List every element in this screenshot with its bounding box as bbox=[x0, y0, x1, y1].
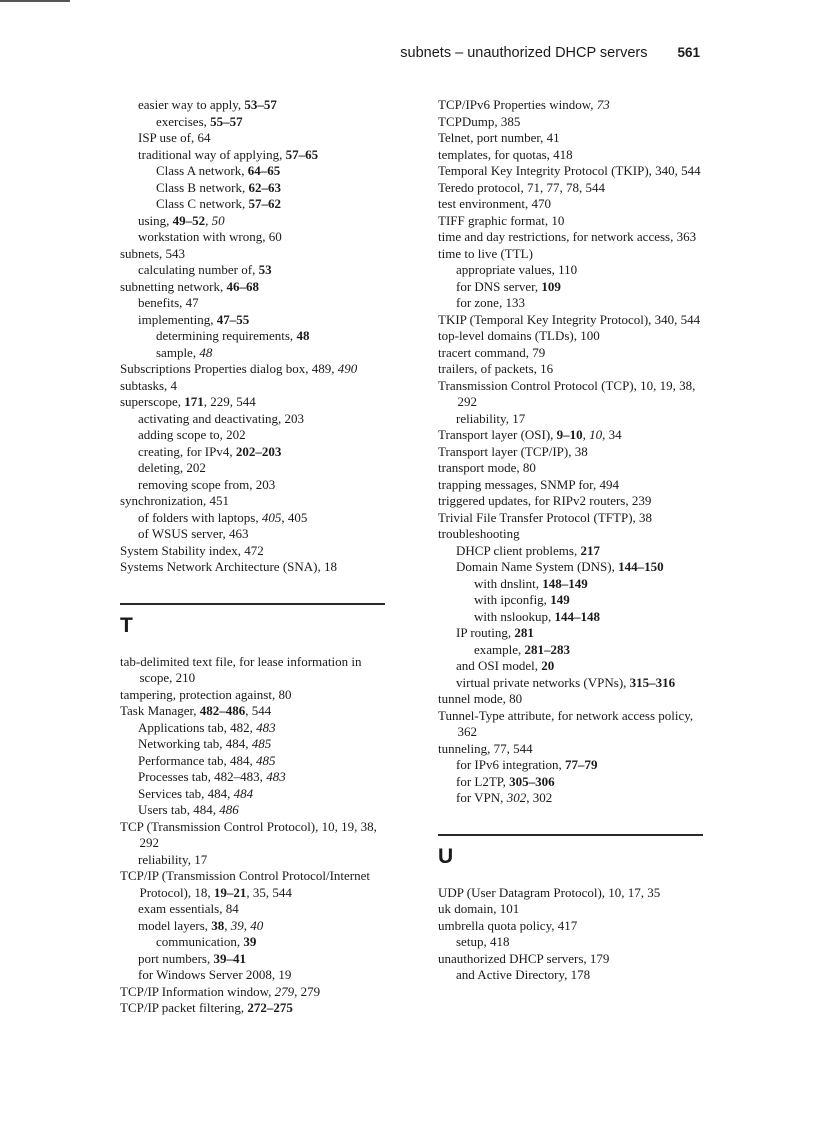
entry-text: virtual private networks (VPNs), bbox=[456, 674, 630, 690]
section-divider bbox=[120, 603, 385, 605]
index-entry bbox=[438, 790, 708, 807]
index-entry bbox=[438, 114, 708, 131]
entry-text: Services tab, 484, bbox=[138, 785, 234, 801]
entry-text: workstation with wrong, 60 bbox=[138, 229, 282, 244]
entry-text: triggered updates, for RIPv2 routers, 239 bbox=[438, 493, 652, 508]
index-entry bbox=[120, 295, 395, 312]
entry-text: reliability, 17 bbox=[456, 410, 526, 426]
section-divider bbox=[438, 834, 703, 836]
index-entry bbox=[438, 642, 708, 659]
index-entry bbox=[120, 934, 395, 951]
index-entry bbox=[438, 625, 708, 642]
entry-text: Networking tab, 484, bbox=[138, 736, 252, 751]
running-header bbox=[400, 45, 700, 61]
entry-text: Subscriptions Properties dialog box, 489, bbox=[120, 361, 338, 376]
entry-text: for IPv6 integration, bbox=[456, 757, 566, 772]
page-ref-bold: 20 bbox=[541, 658, 555, 673]
entry-text: tracert command, 79 bbox=[438, 344, 546, 360]
index-entry bbox=[438, 295, 708, 312]
entry-text: benefits, 47 bbox=[138, 295, 199, 310]
page-ref-bold: 171 bbox=[184, 394, 204, 409]
entry-text: port numbers, bbox=[138, 950, 214, 966]
entry-text: TCPDump, 385 bbox=[438, 113, 521, 129]
entry-text: setup, 418 bbox=[456, 934, 510, 949]
page-ref-bold: 48 bbox=[296, 328, 310, 343]
page-ref-italic: 73 bbox=[596, 97, 610, 112]
index-entry bbox=[120, 984, 395, 1001]
page-ref-bold: 53 bbox=[258, 262, 272, 277]
page-ref-bold: 57–62 bbox=[248, 196, 281, 211]
entry-text: TIFF graphic format, 10 bbox=[438, 212, 565, 228]
entry-text: for L2TP, bbox=[456, 773, 510, 789]
index-entry bbox=[120, 229, 395, 246]
index-entry bbox=[438, 658, 708, 675]
index-entry bbox=[120, 262, 395, 279]
entry-text: communication, bbox=[156, 934, 244, 949]
entry-text: with dnslint, bbox=[474, 575, 543, 591]
index-entry bbox=[120, 526, 395, 543]
page-ref-bold: 144–148 bbox=[554, 608, 601, 624]
entry-text: superscope, bbox=[120, 394, 185, 409]
entry-text: Transport layer (OSI), bbox=[438, 427, 557, 442]
entry-text: Systems Network Architecture (SNA), 18 bbox=[120, 559, 337, 574]
corner-rule bbox=[0, 0, 70, 2]
index-entry bbox=[438, 147, 708, 164]
entry-text: for DNS server, bbox=[456, 278, 542, 294]
entry-text: example, bbox=[474, 641, 525, 657]
index-entry bbox=[120, 328, 395, 345]
entry-text: Telnet, port number, 41 bbox=[438, 130, 560, 145]
index-entry bbox=[120, 493, 395, 510]
entry-text: System Stability index, 472 bbox=[120, 542, 264, 558]
entry-list-u bbox=[438, 885, 708, 984]
entry-text: Transport layer (TCP/IP), 38 bbox=[438, 443, 588, 459]
index-entry bbox=[438, 262, 708, 279]
entry-text: Performance tab, 484, bbox=[138, 752, 257, 768]
section-heading-t bbox=[120, 603, 395, 638]
page-ref-italic: 485 bbox=[251, 736, 272, 751]
index-entry bbox=[438, 477, 708, 494]
index-entry bbox=[120, 163, 395, 180]
entry-text: , bbox=[582, 427, 590, 442]
page-ref-italic: 302 bbox=[506, 790, 527, 805]
page-ref-bold: 315–316 bbox=[629, 674, 676, 690]
index-entry bbox=[438, 592, 708, 609]
page-ref-bold: 281–283 bbox=[524, 641, 571, 657]
entry-text: Tunnel-Type attribute, for network access policy, 362 bbox=[438, 707, 694, 739]
entry-list-s bbox=[120, 97, 395, 576]
index-entry bbox=[438, 97, 708, 114]
section-heading-u bbox=[438, 834, 708, 869]
index-column-left bbox=[120, 97, 395, 1017]
index-entry bbox=[438, 246, 708, 263]
entry-list-t-cont bbox=[438, 97, 708, 807]
page-ref-bold: 148–149 bbox=[542, 575, 588, 591]
index-column-right bbox=[438, 97, 708, 984]
entry-text: of WSUS server, 463 bbox=[138, 526, 249, 541]
index-entry bbox=[438, 444, 708, 461]
index-entry bbox=[438, 213, 708, 230]
page-ref-italic: 483 bbox=[266, 769, 286, 784]
page-ref-italic: 48 bbox=[199, 344, 213, 360]
page-ref-bold: 149 bbox=[550, 592, 570, 607]
entry-text: tab-delimited text file, for lease information in scope, 210 bbox=[120, 653, 362, 685]
entry-text: Class C network, bbox=[156, 196, 249, 211]
index-entry bbox=[438, 510, 708, 527]
index-entry bbox=[120, 753, 395, 770]
page-number: 561 bbox=[677, 45, 700, 60]
index-entry bbox=[120, 852, 395, 869]
entry-text: Domain Name System (DNS), bbox=[456, 559, 619, 574]
entry-text: Teredo protocol, 71, 77, 78, 544 bbox=[438, 179, 605, 195]
page-ref-italic: 490 bbox=[337, 361, 358, 376]
entry-text: subnetting network, bbox=[120, 278, 227, 294]
index-entry bbox=[438, 493, 708, 510]
index-entry bbox=[438, 741, 708, 758]
entry-text: , bbox=[243, 917, 251, 933]
index-entry bbox=[120, 559, 395, 576]
entry-text: , 229, 544 bbox=[203, 394, 256, 409]
index-entry bbox=[438, 774, 708, 791]
entry-text: subnets, 543 bbox=[120, 245, 185, 261]
index-entry bbox=[438, 196, 708, 213]
entry-text: and OSI model, bbox=[456, 658, 542, 673]
page-ref-bold: 217 bbox=[580, 542, 600, 558]
index-entry bbox=[120, 444, 395, 461]
page-ref-bold: 55–57 bbox=[210, 113, 243, 129]
page-ref-italic: 279 bbox=[274, 983, 295, 999]
page-ref-bold: 57–65 bbox=[285, 146, 319, 162]
entry-text: subtasks, 4 bbox=[120, 377, 178, 393]
index-entry bbox=[120, 736, 395, 753]
entry-text: determining requirements, bbox=[156, 328, 297, 343]
entry-text: deleting, 202 bbox=[138, 460, 206, 475]
index-entry bbox=[120, 819, 395, 852]
entry-text: with nslookup, bbox=[474, 608, 555, 624]
entry-text: removing scope from, 203 bbox=[138, 476, 276, 492]
entry-text: Transmission Control Protocol (TCP), 10, 19, 38, 292 bbox=[438, 377, 696, 409]
index-entry bbox=[120, 543, 395, 560]
page-ref-italic: 405 bbox=[261, 509, 282, 525]
index-entry bbox=[438, 559, 708, 576]
page-ref-bold: 49–52 bbox=[172, 212, 206, 228]
entry-text: reliability, 17 bbox=[138, 851, 208, 867]
index-entry bbox=[120, 703, 395, 720]
index-entry bbox=[438, 526, 708, 543]
entry-text: UDP (User Datagram Protocol), 10, 17, 35 bbox=[438, 884, 661, 900]
entry-text: unauthorized DHCP servers, 179 bbox=[438, 950, 610, 966]
entry-text: TCP/IP packet filtering, bbox=[120, 1000, 248, 1015]
entry-text: , 405 bbox=[281, 509, 308, 525]
entry-text: trapping messages, SNMP for, 494 bbox=[438, 476, 619, 492]
page-ref-italic: 50 bbox=[211, 212, 225, 228]
entry-text: model layers, bbox=[138, 917, 212, 933]
index-entry bbox=[438, 279, 708, 296]
page-ref-bold: 53–57 bbox=[244, 97, 277, 112]
entry-text: TKIP (Temporal Key Integrity Protocol), 340, 544 bbox=[438, 311, 701, 327]
page-ref-italic: 484 bbox=[233, 785, 254, 801]
index-entry bbox=[438, 312, 708, 329]
entry-text: uk domain, 101 bbox=[438, 901, 520, 916]
entry-text: exercises, bbox=[156, 113, 211, 129]
index-entry bbox=[120, 868, 395, 901]
index-entry bbox=[120, 180, 395, 197]
index-entry bbox=[120, 901, 395, 918]
entry-text: of folders with laptops, bbox=[138, 509, 262, 525]
entry-text: for Windows Server 2008, 19 bbox=[138, 967, 292, 982]
entry-text: top-level domains (TLDs), 100 bbox=[438, 328, 600, 343]
entry-text: transport mode, 80 bbox=[438, 460, 536, 475]
page-ref-bold: 77–79 bbox=[565, 757, 598, 772]
index-entry bbox=[438, 229, 708, 246]
index-entry bbox=[438, 460, 708, 477]
page-ref-italic: 486 bbox=[219, 802, 239, 817]
entry-text: Applications tab, 482, bbox=[138, 719, 257, 735]
entry-text: umbrella quota policy, 417 bbox=[438, 917, 578, 933]
entry-text: ISP use of, 64 bbox=[138, 130, 211, 145]
entry-text: trailers, of packets, 16 bbox=[438, 361, 554, 376]
page-ref-bold: 46–68 bbox=[226, 278, 260, 294]
page-ref-bold: 38 bbox=[211, 917, 225, 933]
entry-text: TCP/IP Information window, bbox=[120, 983, 275, 999]
index-entry bbox=[120, 769, 395, 786]
index-entry bbox=[120, 477, 395, 494]
index-entry bbox=[120, 460, 395, 477]
page-ref-bold: 39–41 bbox=[213, 950, 246, 966]
index-entry bbox=[438, 885, 708, 902]
entry-text: DHCP client problems, bbox=[456, 542, 581, 558]
index-entry bbox=[120, 361, 395, 378]
page-ref-bold: 62–63 bbox=[248, 179, 281, 195]
index-entry bbox=[438, 967, 708, 984]
index-entry bbox=[120, 213, 395, 230]
entry-text: implementing, bbox=[138, 311, 217, 327]
index-entry bbox=[120, 951, 395, 968]
index-entry bbox=[438, 361, 708, 378]
entry-text: activating and deactivating, 203 bbox=[138, 410, 305, 426]
index-entry bbox=[120, 1000, 395, 1017]
index-entry bbox=[120, 130, 395, 147]
index-entry bbox=[120, 345, 395, 362]
page-ref-bold: 9–10 bbox=[556, 427, 583, 442]
index-entry bbox=[120, 279, 395, 296]
header-title: subnets – unauthorized DHCP servers bbox=[400, 45, 648, 61]
entry-text: tampering, protection against, 80 bbox=[120, 686, 292, 702]
index-entry bbox=[438, 934, 708, 951]
entry-text: TCP/IP (Transmission Control Protocol/Internet Protocol), 18, bbox=[120, 868, 371, 900]
page-ref-bold: 39 bbox=[243, 934, 257, 949]
index-entry bbox=[438, 901, 708, 918]
page-ref-bold: 144–150 bbox=[618, 559, 664, 574]
entry-text: Processes tab, 482–483, bbox=[138, 769, 267, 784]
entry-text: sample, bbox=[156, 344, 200, 360]
index-entry bbox=[438, 951, 708, 968]
index-entry bbox=[120, 720, 395, 737]
entry-text: traditional way of applying, bbox=[138, 146, 286, 162]
entry-text: time and day restrictions, for network access, 363 bbox=[438, 229, 697, 244]
entry-text: TCP/IPv6 Properties window, bbox=[438, 97, 597, 112]
entry-text: time to live (TTL) bbox=[438, 245, 533, 261]
index-entry bbox=[438, 328, 708, 345]
entry-text: , 544 bbox=[245, 703, 272, 718]
index-entry bbox=[120, 427, 395, 444]
page-ref-bold: 109 bbox=[541, 278, 561, 294]
entry-text: Users tab, 484, bbox=[138, 802, 220, 817]
index-entry bbox=[120, 918, 395, 935]
index-entry bbox=[438, 675, 708, 692]
entry-text: using, bbox=[138, 212, 173, 228]
index-entry bbox=[438, 708, 708, 741]
page-ref-italic: 485 bbox=[256, 752, 276, 768]
index-entry bbox=[120, 967, 395, 984]
entry-text: Class B network, bbox=[156, 179, 249, 195]
index-entry bbox=[120, 802, 395, 819]
entry-text: TCP (Transmission Control Protocol), 10, 19, 38, 292 bbox=[120, 818, 377, 850]
index-entry bbox=[120, 394, 395, 411]
index-entry bbox=[120, 411, 395, 428]
page-ref-italic: 40 bbox=[250, 917, 264, 933]
index-entry bbox=[438, 691, 708, 708]
entry-text: Class A network, bbox=[156, 163, 248, 178]
page-ref-italic: 483 bbox=[256, 719, 276, 735]
index-entry bbox=[438, 543, 708, 560]
entry-text: Temporal Key Integrity Protocol (TKIP), 340, 544 bbox=[438, 163, 701, 178]
entry-text: for zone, 133 bbox=[456, 295, 525, 310]
entry-text: tunneling, 77, 544 bbox=[438, 740, 533, 756]
index-entry bbox=[438, 576, 708, 593]
entry-text: tunnel mode, 80 bbox=[438, 691, 523, 706]
index-entry bbox=[120, 378, 395, 395]
index-entry bbox=[438, 130, 708, 147]
entry-text: , bbox=[205, 212, 212, 228]
entry-text: appropriate values, 110 bbox=[456, 262, 578, 277]
page-ref-bold: 305–306 bbox=[509, 773, 555, 789]
page-ref-bold: 281 bbox=[514, 625, 534, 640]
index-entry bbox=[120, 312, 395, 329]
page-ref-bold: 19–21 bbox=[213, 884, 247, 900]
page-ref-italic: 10 bbox=[589, 427, 603, 442]
index-entry bbox=[438, 918, 708, 935]
page-ref-italic: 39 bbox=[230, 917, 244, 933]
index-entry bbox=[120, 510, 395, 527]
index-entry bbox=[120, 654, 395, 687]
entry-text: IP routing, bbox=[456, 625, 515, 640]
entry-text: troubleshooting bbox=[438, 526, 520, 541]
entry-text: with ipconfig, bbox=[474, 592, 551, 607]
entry-text: exam essentials, 84 bbox=[138, 901, 239, 916]
index-entry bbox=[120, 147, 395, 164]
index-entry bbox=[120, 196, 395, 213]
entry-text: adding scope to, 202 bbox=[138, 427, 246, 442]
entry-text: test environment, 470 bbox=[438, 196, 552, 211]
entry-text: Task Manager, bbox=[120, 703, 200, 718]
index-entry bbox=[120, 114, 395, 131]
entry-text: and Active Directory, 178 bbox=[456, 967, 591, 982]
index-entry bbox=[438, 378, 708, 411]
index-entry bbox=[438, 427, 708, 444]
page-ref-bold: 47–55 bbox=[216, 311, 250, 327]
entry-text: , 302 bbox=[526, 790, 553, 805]
entry-text: synchronization, 451 bbox=[120, 493, 230, 508]
entry-text: , bbox=[224, 917, 231, 933]
entry-text: creating, for IPv4, bbox=[138, 443, 236, 459]
page-ref-bold: 202–203 bbox=[235, 443, 282, 459]
index-entry bbox=[438, 411, 708, 428]
entry-text: easier way to apply, bbox=[138, 97, 245, 112]
index-entry bbox=[438, 163, 708, 180]
index-entry bbox=[438, 757, 708, 774]
index-entry bbox=[120, 246, 395, 263]
entry-text: templates, for quotas, 418 bbox=[438, 146, 573, 162]
entry-text: calculating number of, bbox=[138, 262, 259, 277]
index-entry bbox=[438, 345, 708, 362]
page-ref-bold: 272–275 bbox=[247, 1000, 293, 1015]
entry-text: , 279 bbox=[294, 983, 321, 999]
index-entry bbox=[120, 97, 395, 114]
section-letter: U bbox=[438, 844, 454, 868]
entry-text: , 35, 544 bbox=[246, 884, 292, 900]
page-ref-bold: 482–486 bbox=[199, 703, 246, 718]
index-entry bbox=[438, 180, 708, 197]
page-ref-bold: 64–65 bbox=[247, 163, 281, 178]
index-entry bbox=[120, 687, 395, 704]
section-letter: T bbox=[120, 613, 133, 637]
entry-text: , 34 bbox=[602, 427, 622, 442]
entry-text: Trivial File Transfer Protocol (TFTP), 38 bbox=[438, 509, 653, 525]
index-entry bbox=[438, 609, 708, 626]
entry-text: for VPN, bbox=[456, 790, 507, 805]
index-entry bbox=[120, 786, 395, 803]
entry-list-t bbox=[120, 654, 395, 1017]
